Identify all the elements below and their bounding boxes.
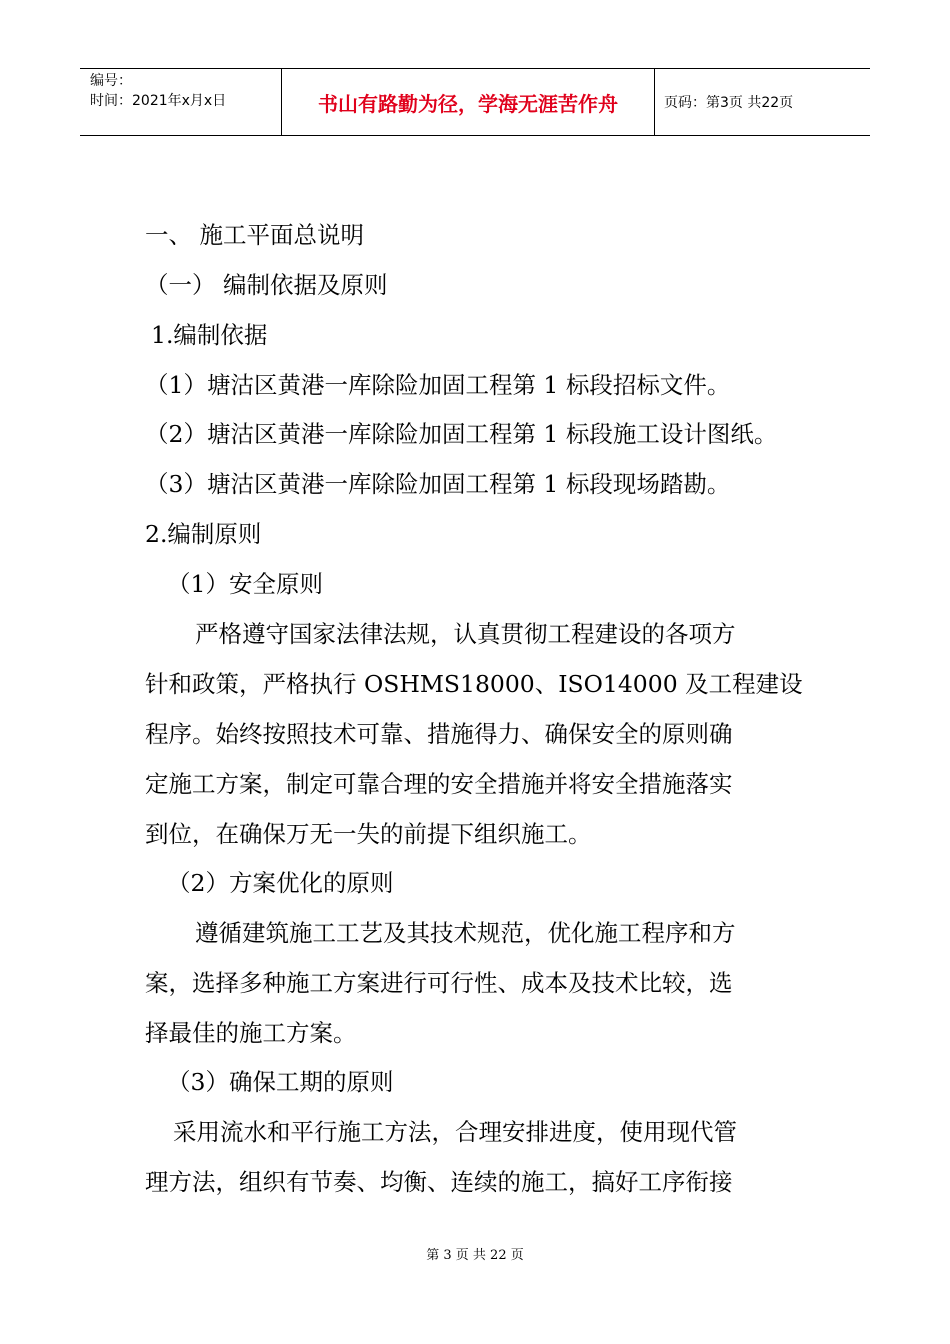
paragraph-line: 案，选择多种施工方案进行可行性、成本及技术比较，选 [145, 969, 733, 997]
paragraph-line: 采用流水和平行施工方法，合理安排进度，使用现代管 [173, 1118, 737, 1146]
paragraph-line: 定施工方案，制定可靠合理的安全措施并将安全措施落实 [145, 770, 733, 798]
paragraph-line: 针和政策，严格执行 OSHMS18000、ISO14000 及工程建设 [145, 670, 803, 698]
paragraph-line: 程序。始终按照技术可靠、措施得力、确保安全的原则确 [145, 720, 733, 748]
header-page-info: 页码：第3页 共22页 [664, 95, 794, 111]
item-heading: 2.编制原则 [145, 520, 262, 548]
subsection-heading: （一） 编制依据及原则 [145, 271, 388, 299]
paragraph-line: 择最佳的施工方案。 [145, 1019, 357, 1047]
header-motto: 书山有路勤为径，学海无涯苦作舟 [282, 69, 655, 135]
principle-heading: （1）安全原则 [167, 570, 323, 598]
section-heading: 一、 施工平面总说明 [145, 221, 364, 249]
body-line: （3）塘沽区黄港一库除险加固工程第 1 标段现场踏勘。 [145, 470, 731, 498]
page-footer: 第 3 页 共 22 页 [426, 1248, 524, 1263]
page-header [80, 68, 870, 136]
body-line: （2）塘沽区黄港一库除险加固工程第 1 标段施工设计图纸。 [145, 420, 778, 448]
header-time-label: 时间：2021年x月x日 [90, 93, 227, 109]
paragraph-line: 遵循建筑施工工艺及其技术规范，优化施工程序和方 [195, 919, 736, 947]
header-number-label: 编号： [90, 73, 132, 89]
paragraph-line: 严格遵守国家法律法规，认真贯彻工程建设的各项方 [195, 620, 736, 648]
body-line: （1）塘沽区黄港一库除险加固工程第 1 标段招标文件。 [145, 371, 731, 399]
paragraph-line: 到位，在确保万无一失的前提下组织施工。 [145, 820, 592, 848]
header-meta [80, 69, 282, 135]
principle-heading: （2）方案优化的原则 [167, 869, 394, 897]
principle-heading: （3）确保工期的原则 [167, 1068, 394, 1096]
paragraph-line: 理方法，组织有节奏、均衡、连续的施工，搞好工序衔接 [145, 1168, 733, 1196]
item-heading: 1.编制依据 [151, 321, 268, 349]
